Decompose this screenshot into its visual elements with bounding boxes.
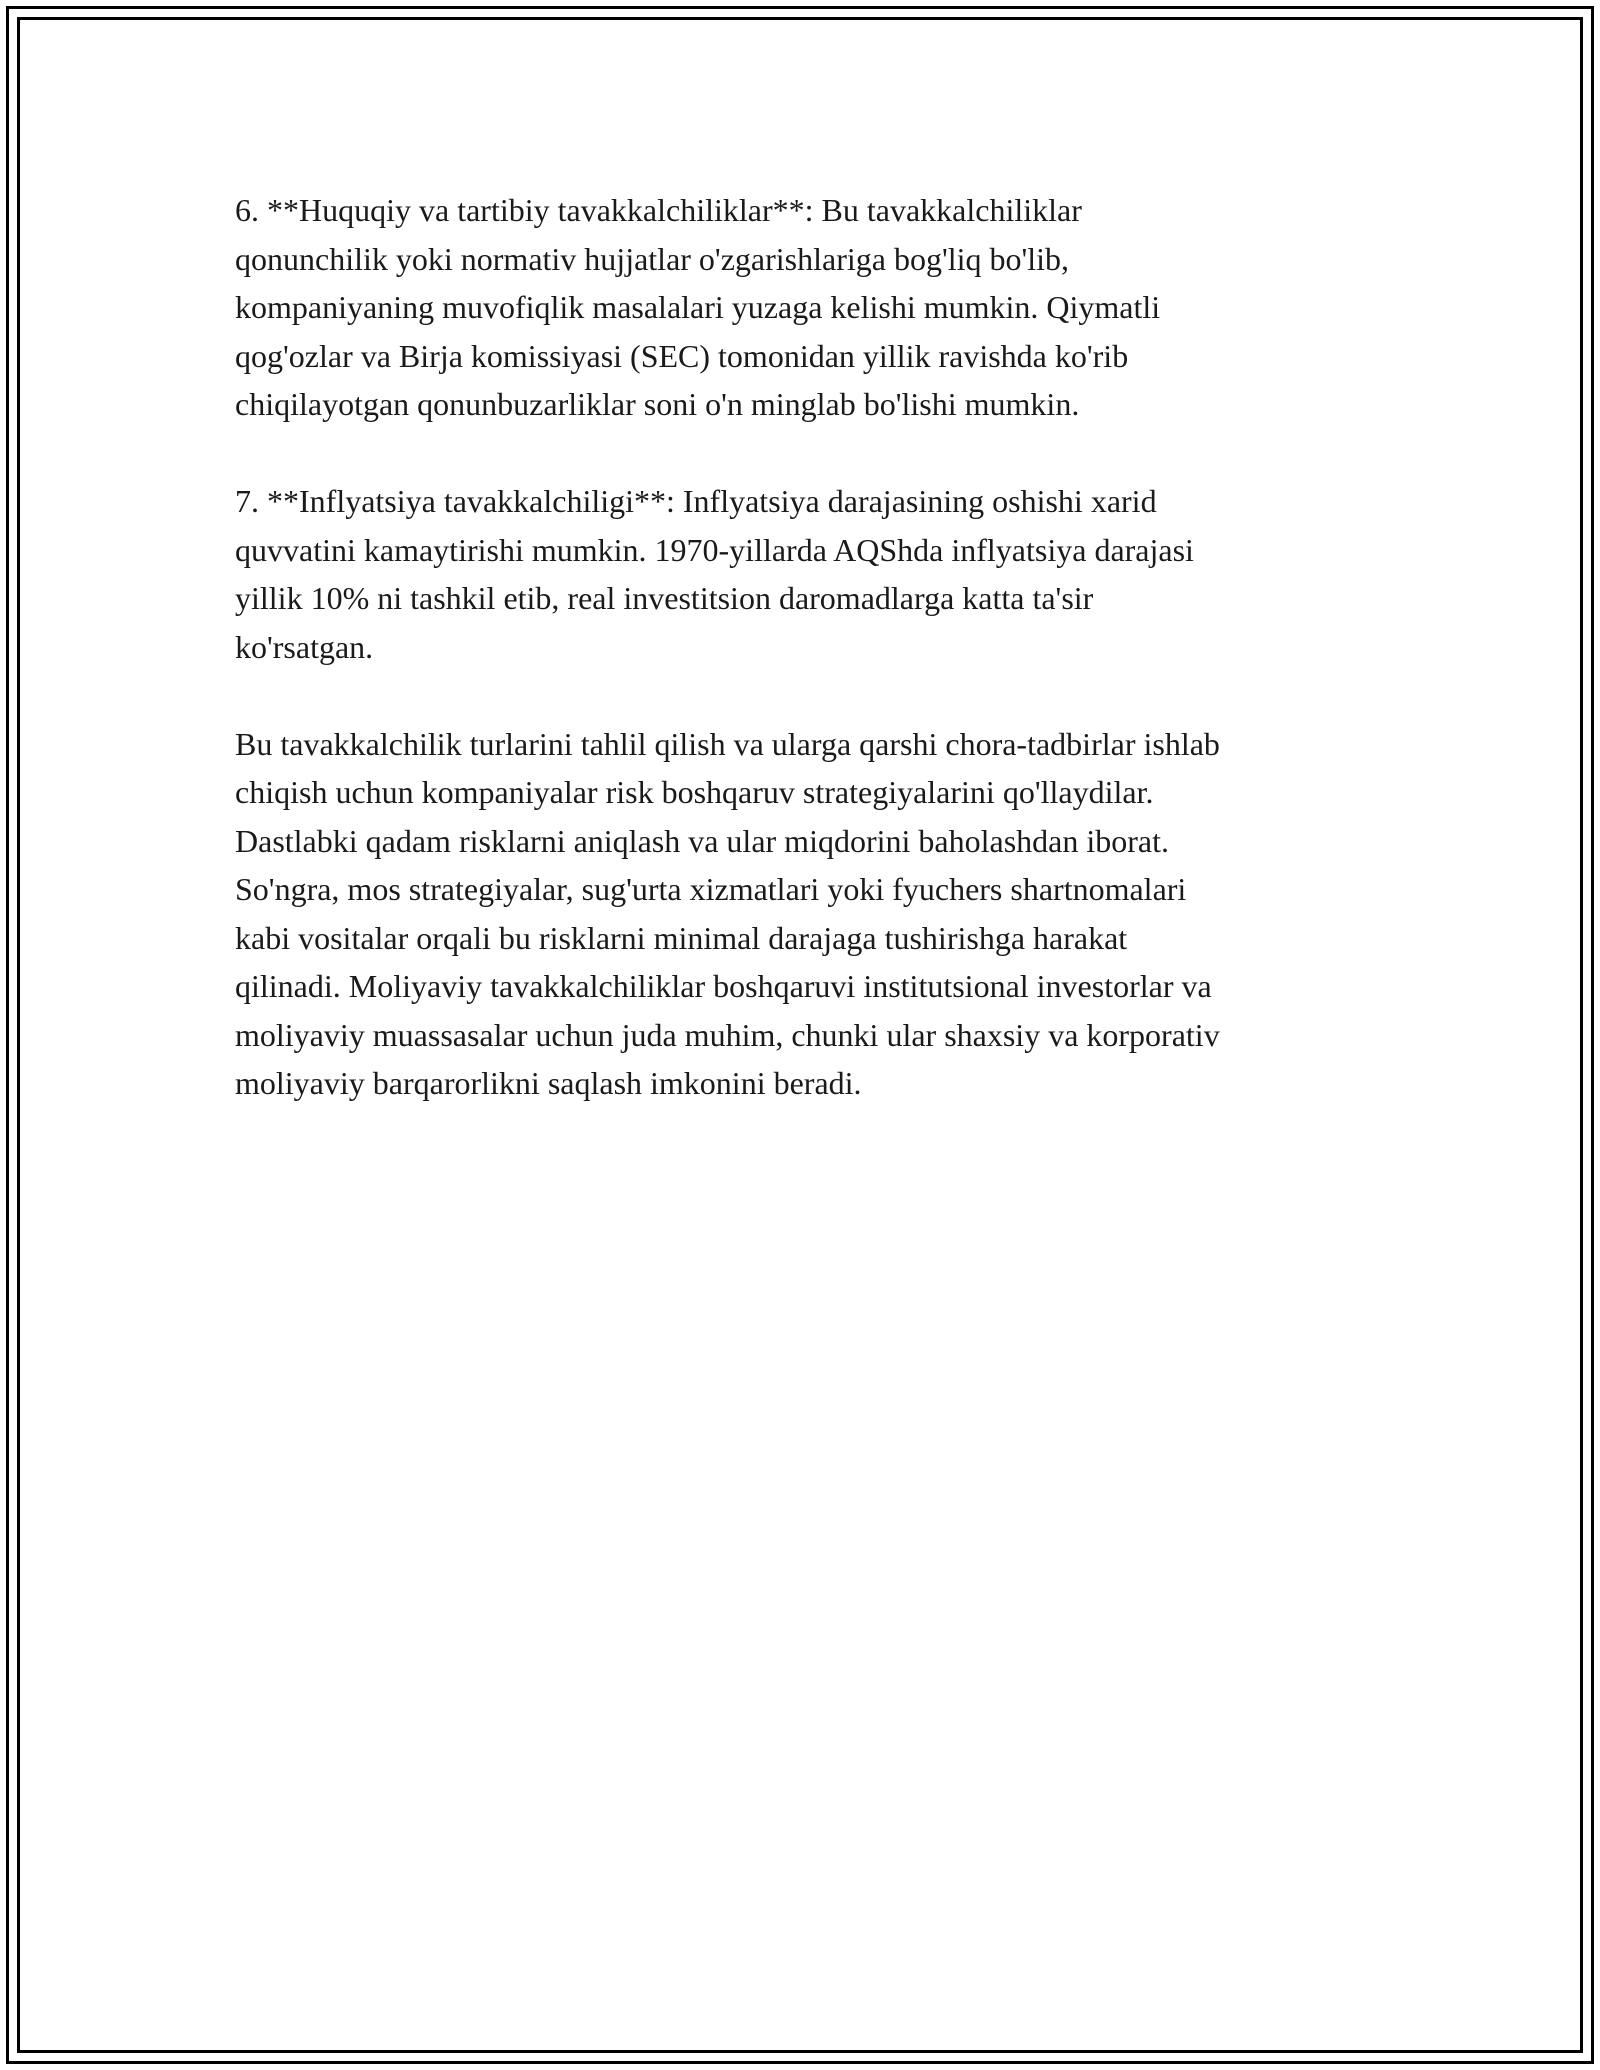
- document-body: [235, 186, 1385, 1156]
- text-line: Dastlabki qadam risklarni aniqlash va ular miqdorini baholashdan iborat.: [235, 822, 1169, 859]
- text-line: quvvatini kamaytirishi mumkin. 1970-yillarda AQShda inflyatsiya darajasi: [235, 531, 1194, 568]
- text-line: kompaniyaning muvofiqlik masalalari yuzaga kelishi mumkin. Qiymatli: [235, 289, 1161, 325]
- paragraph-legal-risks: [235, 186, 1385, 429]
- text-line: qog'ozlar va Birja komissiyasi (SEC) tomonidan yillik ravishda ko'rib: [235, 337, 1129, 374]
- text-line: Bu tavakkalchilik turlarini tahlil qilish va ularga qarshi chora-tadbirlar ishlab: [235, 725, 1220, 762]
- text-line: 7. **Inflyatsiya tavakkalchiligi**: Inflyatsiya darajasining oshishi xarid: [235, 483, 1157, 519]
- text-line: moliyaviy muassasalar uchun juda muhim, chunki ular shaxsiy va korporativ: [235, 1016, 1220, 1053]
- text-line: yillik 10% ni tashkil etib, real investitsion daromadlarga katta ta'sir: [235, 580, 1094, 616]
- text-line: chiqilayotgan qonunbuzarliklar soni o'n minglab bo'lishi mumkin.: [235, 386, 1080, 422]
- text-line: 6. **Huquqiy va tartibiy tavakkalchiliklar**: Bu tavakkalchiliklar: [235, 192, 1082, 228]
- paragraph-risk-management: [235, 720, 1385, 1108]
- text-line: qilinadi. Moliyaviy tavakkalchiliklar boshqaruvi institutsional investorlar va: [235, 968, 1212, 1004]
- text-line: qonunchilik yoki normativ hujjatlar o'zgarishlariga bog'liq bo'lib,: [235, 240, 1070, 277]
- text-line: moliyaviy barqarorlikni saqlash imkonini beradi.: [235, 1065, 862, 1101]
- text-line: chiqish uchun kompaniyalar risk boshqaruv strategiyalarini qo'llaydilar.: [235, 774, 1154, 810]
- text-line: ko'rsatgan.: [235, 628, 374, 665]
- text-line: kabi vositalar orqali bu risklarni minimal darajaga tushirishga harakat: [235, 919, 1128, 956]
- paragraph-inflation-risk: [235, 477, 1385, 671]
- text-line: So'ngra, mos strategiyalar, sug'urta xizmatlari yoki fyuchers shartnomalari: [235, 871, 1187, 907]
